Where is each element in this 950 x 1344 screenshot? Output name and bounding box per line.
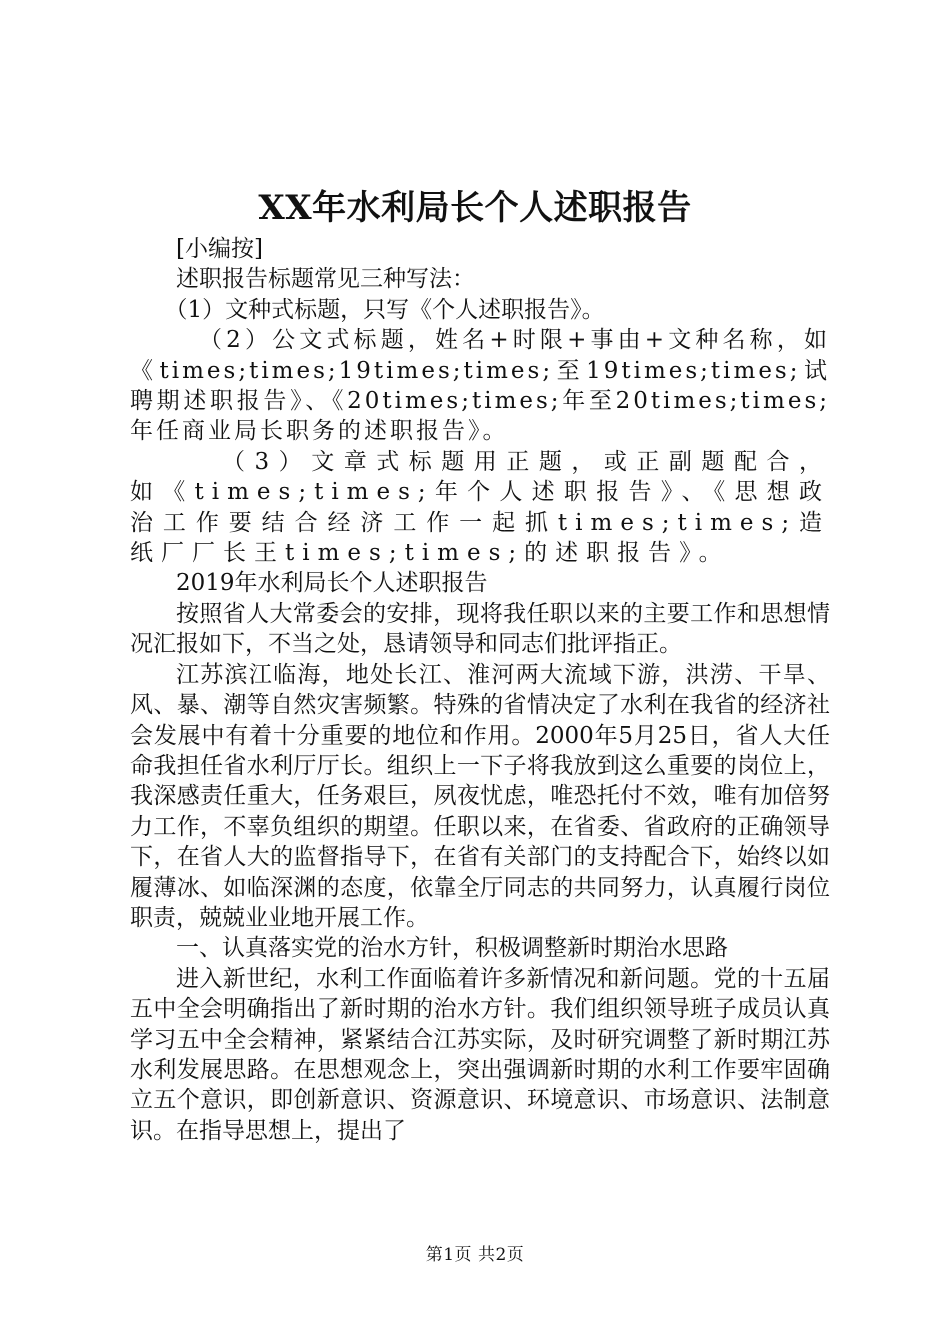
report-heading: 2019年水利局长个人述职报告	[176, 570, 488, 597]
paragraph-intro: 按照省人大常委会的安排，现将我任职以来的主要工作和思想情况汇报如下，不当之处，恳请领导和同志们批评指正。	[130, 600, 830, 658]
title-style-3: （3）文章式标题用正题，或正副题配合，如《times;times;年个人述职报告》、《思想政治工作要结合经济工作一起抓times;times;造纸厂厂长王times;times;的述职报告》。	[130, 448, 830, 567]
paragraph-section-1: 进入新世纪，水利工作面临着许多新情况和新问题。党的十五届五中全会明确指出了新时期的治水方针。我们组织领导班子成员认真学习五中全会精神，紧紧结合江苏实际，及时研究调整了新时期江苏水利发展思路。在思想观念上，突出强调新时期的水利工作要牢固确立五个意识，即创新意识、资源意识、环境意识、市场意识、法制意识。在指导思想上，提出了	[130, 965, 830, 1144]
title-style-1: （1）文种式标题，只写《个人述职报告》。	[164, 296, 605, 323]
document-body	[130, 234, 830, 1146]
section-heading-1: 一、认真落实党的治水方针，积极调整新时期治水思路	[176, 935, 728, 962]
editor-note-label: [小编按]	[176, 236, 263, 262]
title-styles-intro: 述职报告标题常见三种写法：	[176, 266, 475, 293]
title-style-2: （2）公文式标题，姓名+时限+事由+文种名称，如《times;times;19times;times;至19times;times;试聘期述职报告》、《20times;times;年至20times;times;年任商业局长职务的述职报告》。	[130, 327, 830, 445]
paragraph-background: 江苏滨江临海，地处长江、淮河两大流域下游，洪涝、干旱、风、暴、潮等自然灾害频繁。特殊的省情决定了水利在我省的经济社会发展中有着十分重要的地位和作用。2000年5月25日，省人大任命我担任省水利厅厅长。组织上一下子将我放到这么重要的岗位上，我深感责任重大，任务艰巨，夙夜忧虑，唯恐托付不效，唯有加倍努力工作，不辜负组织的期望。任职以来，在省委、省政府的正确领导下，在省人大的监督指导下，在省有关部门的支持配合下，始终以如履薄冰、如临深渊的态度，依靠全厅同志的共同努力，认真履行岗位职责，兢兢业业地开展工作。	[130, 661, 830, 931]
page-footer: 第1页 共2页	[425, 1245, 525, 1265]
document-title: XX年水利局长个人述职报告	[258, 188, 692, 228]
